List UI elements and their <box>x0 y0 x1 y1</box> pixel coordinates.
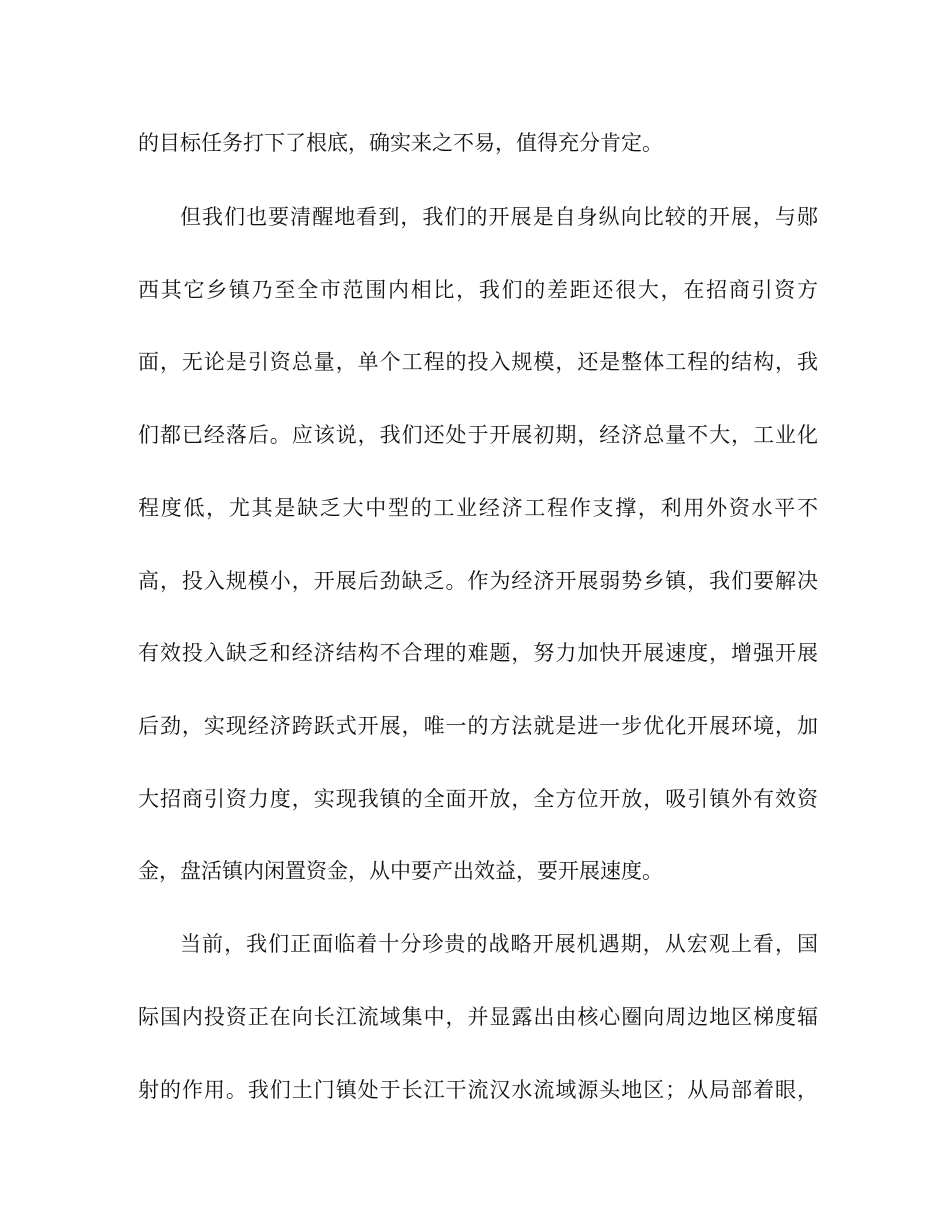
text-line: 际国内投资正在向长江流域集中，并显露出由核心圈向周边地区梯度辐 <box>138 1005 818 1029</box>
text-line: 面，无论是引资总量，单个工程的投入规模，还是整体工程的结构，我 <box>138 350 818 374</box>
text-line: 西其它乡镇乃至全市范围内相比，我们的差距还很大，在招商引资方 <box>138 278 818 302</box>
text-line: 程度低，尤其是缺乏大中型的工业经济工程作支撑，利用外资水平不 <box>138 496 818 520</box>
text-line: 高，投入规模小，开展后劲缺乏。作为经济开展弱势乡镇，我们要解决 <box>138 569 818 593</box>
paragraph-first-line: 但我们也要清醒地看到，我们的开展是自身纵向比较的开展，与郧 <box>180 205 818 229</box>
text-line: 后劲，实现经济跨跃式开展，唯一的方法就是进一步优化开展环境，加 <box>138 714 818 738</box>
text-line: 有效投入缺乏和经济结构不合理的难题，努力加快开展速度，增强开展 <box>138 641 818 665</box>
text-line: 大招商引资力度，实现我镇的全面开放，全方位开放，吸引镇外有效资 <box>138 787 818 811</box>
text-line: 们都已经落后。应该说，我们还处于开展初期，经济总量不大，工业化 <box>138 423 818 447</box>
paragraph-first-line: 当前，我们正面临着十分珍贵的战略开展机遇期，从宏观上看，国 <box>180 932 818 956</box>
text-line: 的目标任务打下了根底，确实来之不易，值得充分肯定。 <box>138 131 663 155</box>
text-line: 金，盘活镇内闲置资金，从中要产出效益，要开展速度。 <box>138 859 663 883</box>
text-line: 射的作用。我们土门镇处于长江干流汉水流域源头地区；从局部着眼， <box>138 1078 818 1102</box>
